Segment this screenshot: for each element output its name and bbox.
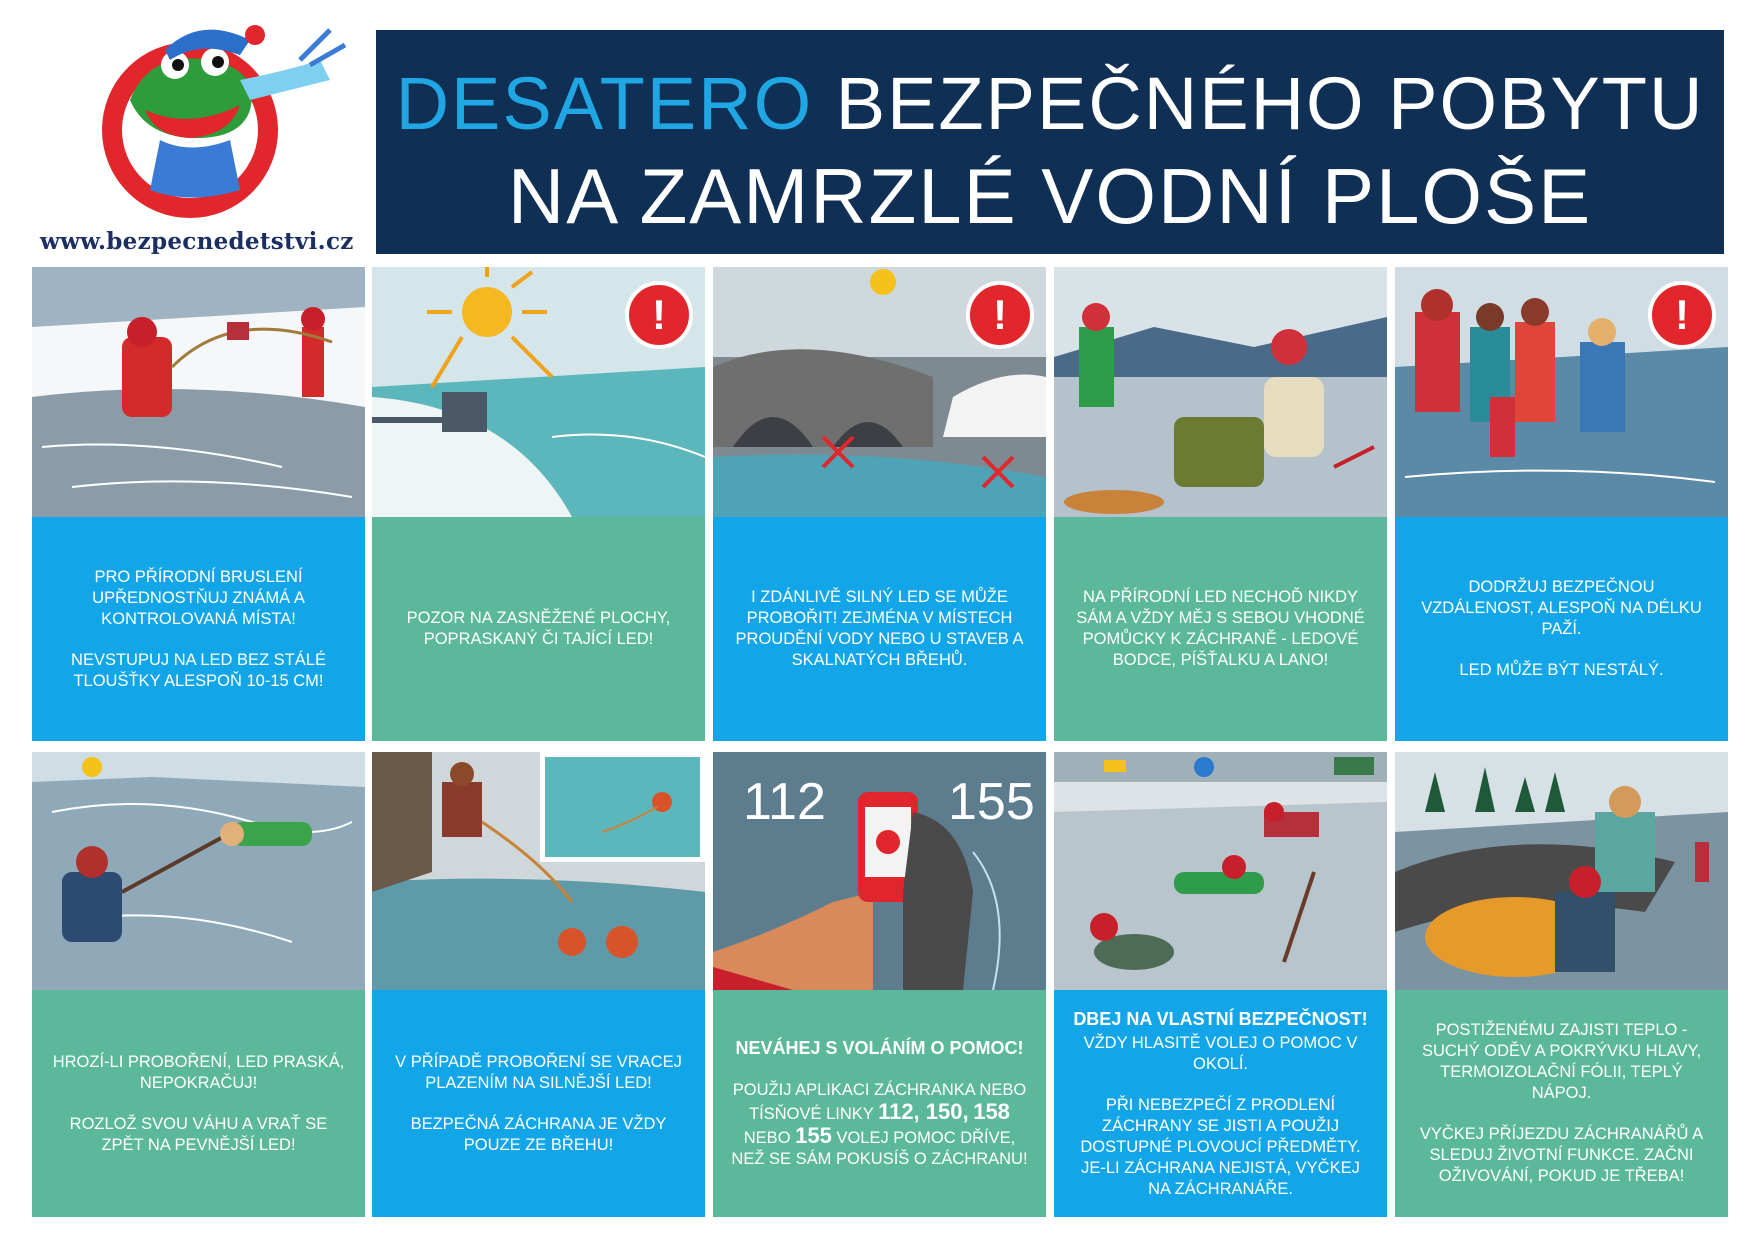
- rule-10-illustration: [1395, 752, 1728, 990]
- rule-8-numbers-1: 112, 150,: [878, 1099, 969, 1124]
- rule-8-body: [729, 1080, 1030, 1170]
- warning-icon: !: [966, 281, 1034, 349]
- rule-8-text: [713, 990, 1046, 1217]
- emergency-number-112: 112: [743, 773, 826, 831]
- rule-8-text-a: POUŽIJ APLIKACI ZÁCHRANKA NEBO TÍSŇOVÉ LINKY: [732, 1081, 1027, 1123]
- rule-8-numbers-2: 158: [973, 1099, 1010, 1124]
- rule-10-text-a: POSTIŽENÉMU ZAJISTI TEPLO - SUCHÝ ODĚV A POKRÝVKU HLAVY, TERMOIZOLAČNÍ FÓLII, TEPLÝ NÁPOJ.: [1421, 1021, 1702, 1102]
- rule-8-numbers-3: 155: [795, 1123, 832, 1148]
- rule-1-text-b: NEVSTUPUJ NA LED BEZ STÁLÉ TLOUŠŤKY ALESPOŇ 10-15 CM!: [71, 650, 326, 690]
- website-url[interactable]: www.bezpecnedetstvi.cz: [40, 228, 354, 255]
- rule-5-text-a: DODRŽUJ BEZPEČNOU VZDÁLENOST, ALESPOŇ NA DÉLKU PAŽÍ.: [1421, 578, 1702, 638]
- rule-9-illustration: [1054, 752, 1387, 990]
- rule-3-text: [713, 517, 1046, 741]
- first-aid-scene-icon: [1395, 752, 1728, 990]
- rules-grid: [32, 267, 1728, 1217]
- rule-2-text-a: POZOR NA ZASNĚŽENÉ PLOCHY, POPRASKANÝ ČI TAJÍCÍ LED!: [406, 609, 671, 648]
- rule-1-illustration: [32, 267, 365, 517]
- rule-8-text-c: VOLEJ POMOC DŘÍVE, NEŽ SE SÁM POKUSÍŠ O ZÁCHRANU!: [731, 1129, 1028, 1168]
- warning-icon: !: [1648, 281, 1716, 349]
- rule-9-title: DBEJ NA VLASTNÍ BEZPEČNOST!: [1073, 1008, 1368, 1029]
- rule-9-text-b: PŘI NEBEZPEČÍ Z PRODLENÍ ZÁCHRANY SE JISTI A POUŽIJ DOSTUPNÉ PLOVOUCÍ PŘEDMĚTY. JE-LI ZÁCHRANA NEJISTÁ, VYČKEJ NA ZÁCHRANÁŘE.: [1080, 1095, 1361, 1198]
- rule-7-text: [372, 990, 705, 1217]
- rule-7-text-a: V PŘÍPADĚ PROBOŘENÍ SE VRACEJ PLAZENÍM NA SILNĚJŠÍ LED!: [395, 1052, 682, 1092]
- frog-mascot-icon: [90, 20, 360, 220]
- title-line-1: [376, 62, 1724, 146]
- rule-card-6: [32, 752, 365, 1217]
- rule-6-text: [32, 990, 365, 1217]
- rule-5-illustration: [1395, 267, 1728, 517]
- rule-8-text-b: NEBO: [743, 1129, 791, 1147]
- rule-8-illustration: [713, 752, 1046, 990]
- rule-2-text: [372, 517, 705, 741]
- rule-9-text: [1054, 990, 1387, 1217]
- rule-4-text: [1054, 517, 1387, 741]
- title-line-1-rest: BEZPEČNÉHO POBYTU: [835, 62, 1705, 145]
- rule-card-10: [1395, 752, 1728, 1217]
- logo: [30, 20, 370, 260]
- rule-1-text-a: PRO PŘÍRODNÍ BRUSLENÍ UPŘEDNOSTŇUJ ZNÁMÁ A KONTROLOVANÁ MÍSTA!: [92, 567, 305, 628]
- title-line-2: NA ZAMRZLÉ VODNÍ PLOŠE: [507, 152, 1593, 240]
- rule-card-7: [372, 752, 705, 1217]
- header-banner: [376, 30, 1724, 254]
- rule-5-text: [1395, 517, 1728, 741]
- equipment-scene-icon: [1054, 267, 1387, 517]
- rule-card-1: [32, 267, 365, 741]
- ice-drilling-scene-icon: [32, 267, 365, 517]
- rule-card-4: [1054, 267, 1387, 741]
- rule-10-text: [1395, 990, 1728, 1217]
- rule-card-5: [1395, 267, 1728, 741]
- rule-4-text-a: NA PŘÍRODNÍ LED NECHOĎ NIKDY SÁM A VŽDY MĚJ S SEBOU VHODNÉ POMŮCKY K ZÁCHRANĚ - LEDOVÉ BODCE, PÍŠŤALKU A LANO!: [1076, 588, 1365, 669]
- rule-6-illustration: [32, 752, 365, 990]
- warning-icon: !: [625, 281, 693, 349]
- rule-5-text-b: LED MŮŽE BÝT NESTÁLÝ.: [1459, 661, 1664, 679]
- rule-3-illustration: [713, 267, 1046, 517]
- rule-1-text: [32, 517, 365, 741]
- crawling-rescue-scene-icon: [32, 752, 365, 990]
- emergency-number-155: 155: [948, 773, 1035, 831]
- rule-2-illustration: [372, 267, 705, 517]
- shore-rescue-scene-icon: [372, 752, 705, 990]
- rule-6-text-b: ROZLOŽ SVOU VÁHU A VRAŤ SE ZPĚT NA PEVNĚJŠÍ LED!: [69, 1114, 328, 1154]
- rule-7-illustration: [372, 752, 705, 990]
- rule-card-3: [713, 267, 1046, 741]
- chain-rescue-scene-icon: [1054, 752, 1387, 990]
- rule-card-2: [372, 267, 705, 741]
- rule-3-text-a: I ZDÁNLIVĚ SILNÝ LED SE MŮŽE PROBOŘIT! ZEJMÉNA V MÍSTECH PROUDĚNÍ VODY NEBO U STAVEB A SKALNATÝCH BŘEHŮ.: [735, 588, 1024, 669]
- rule-6-text-a: HROZÍ-LI PROBOŘENÍ, LED PRASKÁ, NEPOKRAČUJ!: [52, 1052, 345, 1092]
- rule-card-8: [713, 752, 1046, 1217]
- rule-card-9: [1054, 752, 1387, 1217]
- rule-8-title: NEVÁHEJ S VOLÁNÍM O POMOC!: [735, 1038, 1024, 1058]
- rule-4-illustration: [1054, 267, 1387, 517]
- rule-7-text-b: BEZPEČNÁ ZÁCHRANA JE VŽDY POUZE ZE BŘEHU!: [410, 1114, 667, 1154]
- rule-10-text-b: VYČKEJ PŘÍJEZDU ZÁCHRANÁŘŮ A SLEDUJ ŽIVOTNÍ FUNKCE. ZAČNI OŽIVOVÁNÍ, POKUD JE TŘEBA!: [1419, 1125, 1704, 1185]
- rule-9-text-a: VŽDY HLASITĚ VOLEJ O POMOC V OKOLÍ.: [1083, 1033, 1358, 1073]
- title-accent-word: DESATERO: [395, 62, 814, 145]
